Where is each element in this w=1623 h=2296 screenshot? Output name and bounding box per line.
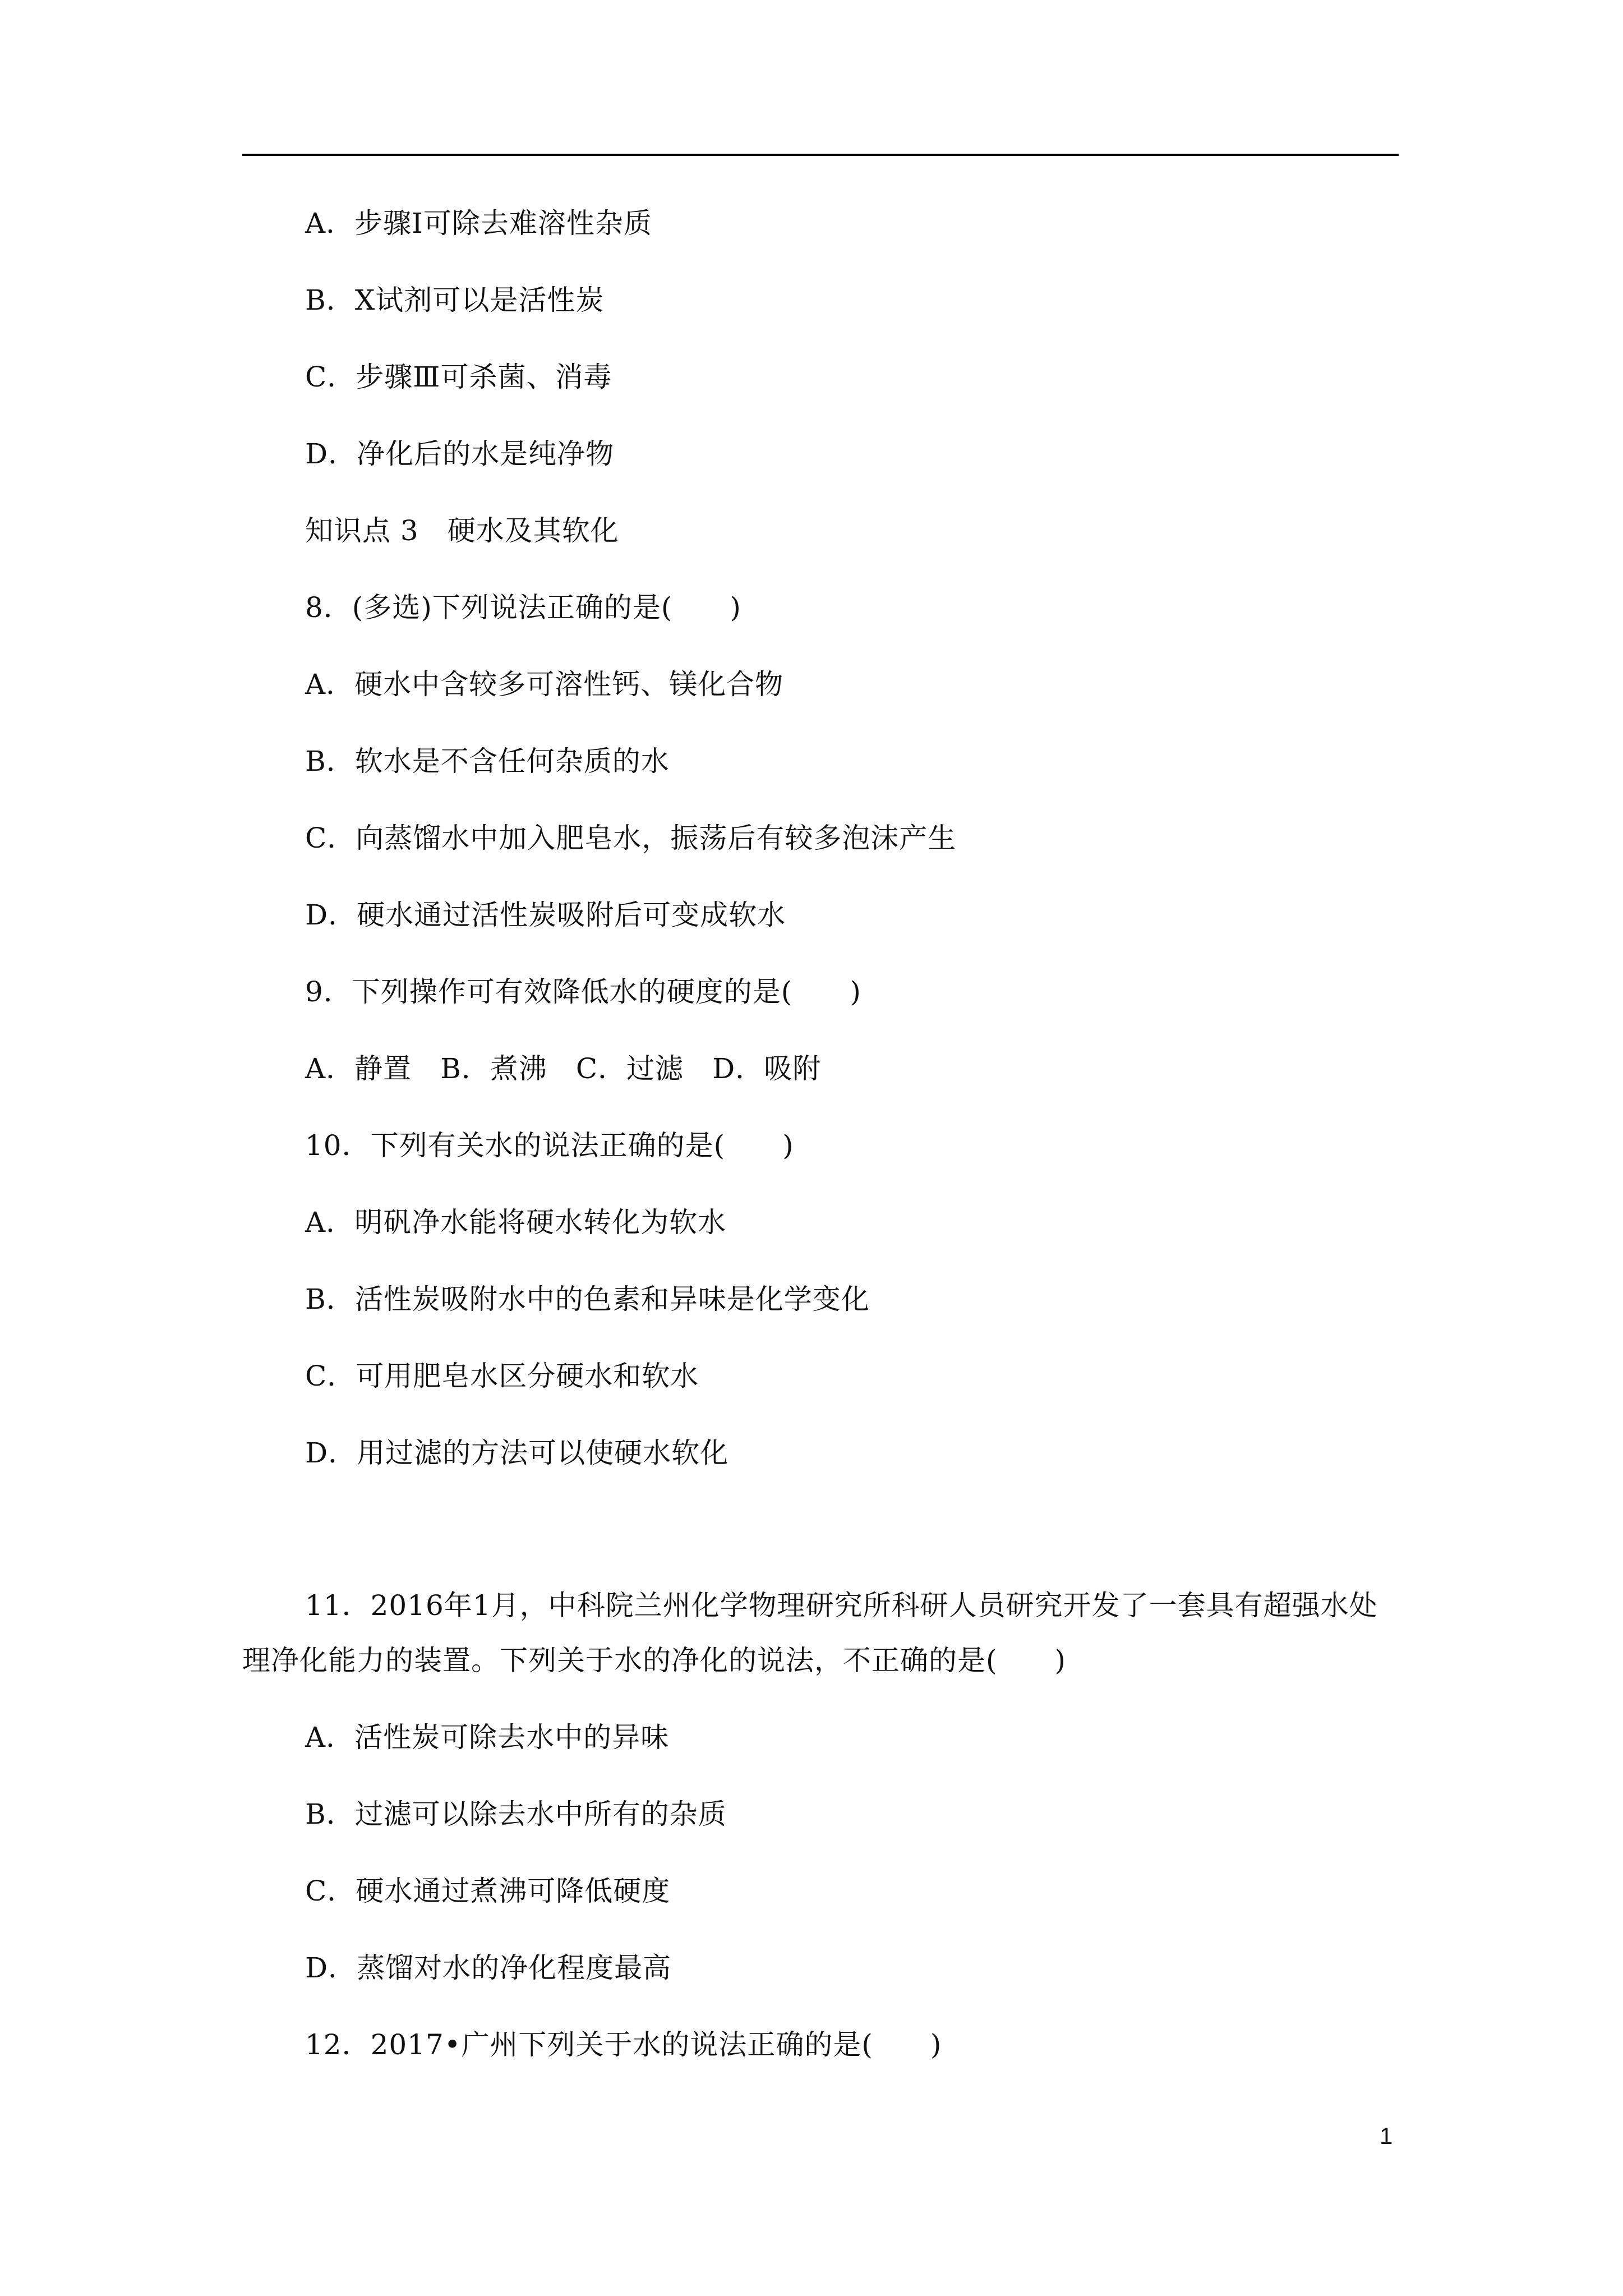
q8-option-d: D．硬水通过活性炭吸附后可变成软水 [305,899,786,931]
q7-option-a: A．步骤Ⅰ可除去难溶性杂质 [305,207,652,240]
header-rule [242,154,1399,156]
q11-stem-line1: 11．2016年1月，中科院兰州化学物理研究所科研人员研究开发了一套具有超强水处 [305,1589,1378,1622]
section-title: 知识点 3 硬水及其软化 [305,514,619,547]
q11-option-d: D．蒸馏对水的净化程度最高 [305,1952,672,1984]
q10-option-a: A．明矾净水能将硬水转化为软水 [305,1206,727,1239]
q10-option-c: C．可用肥皂水区分硬水和软水 [305,1360,699,1392]
q8-stem: 8．(多选)下列说法正确的是( ) [305,591,741,624]
q11-option-a: A．活性炭可除去水中的异味 [305,1721,670,1754]
q10-option-d: D．用过滤的方法可以使硬水软化 [305,1437,729,1469]
q8-option-a: A．硬水中含较多可溶性钙、镁化合物 [305,668,784,701]
q8-option-b: B．软水是不含任何杂质的水 [305,745,670,777]
q11-stem-line2: 理净化能力的装置。下列关于水的净化的说法，不正确的是( ) [242,1644,1067,1677]
q10-stem: 10．下列有关水的说法正确的是( ) [305,1129,794,1162]
q9-options: A．静置 B．煮沸 C．过滤 D．吸附 [305,1052,822,1085]
q8-option-c: C．向蒸馏水中加入肥皂水，振荡后有较多泡沫产生 [305,822,957,854]
q7-option-c: C．步骤Ⅲ可杀菌、消毒 [305,361,612,393]
page-number: 1 [1380,2123,1393,2149]
q9-stem: 9．下列操作可有效降低水的硬度的是( ) [305,976,861,1008]
q11-option-c: C．硬水通过煮沸可降低硬度 [305,1875,671,1907]
q10-option-b: B．活性炭吸附水中的色素和异味是化学变化 [305,1283,870,1315]
q7-option-b: B．X试剂可以是活性炭 [305,284,605,316]
q7-option-d: D．净化后的水是纯净物 [305,438,615,470]
q12-stem: 12．2017•广州下列关于水的说法正确的是( ) [305,2028,942,2061]
q11-option-b: B．过滤可以除去水中所有的杂质 [305,1798,727,1830]
